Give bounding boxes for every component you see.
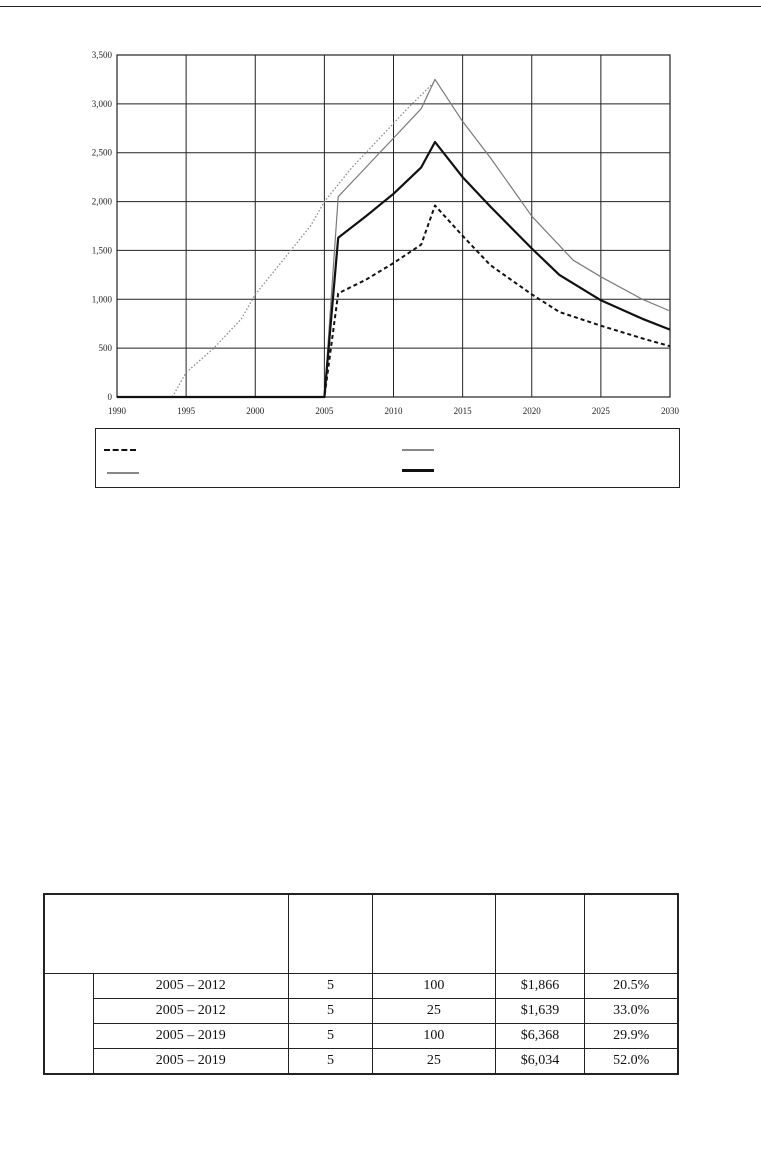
table-cell: $1,866 bbox=[495, 974, 585, 999]
table-cell: $6,034 bbox=[495, 1049, 585, 1075]
x-tick-label: 2015 bbox=[453, 406, 472, 416]
table-row bbox=[44, 999, 678, 1024]
table-cell: $1,639 bbox=[495, 999, 585, 1024]
line-chart bbox=[0, 0, 761, 500]
table-cell: 5 bbox=[288, 1024, 373, 1049]
table-row bbox=[44, 1049, 678, 1075]
legend-dashed-black-swatch bbox=[104, 449, 136, 451]
table-header-cell bbox=[373, 894, 495, 974]
y-tick-label: 3,000 bbox=[91, 98, 112, 109]
table-cell: 33.0% bbox=[585, 999, 678, 1024]
table-cell: $6,368 bbox=[495, 1024, 585, 1049]
table-cell: 20.5% bbox=[585, 974, 678, 999]
table-header-cell bbox=[495, 894, 585, 974]
table-cell-period: 2005 – 2012 bbox=[93, 999, 288, 1024]
table-cell: 29.9% bbox=[585, 1024, 678, 1049]
table-header-cell bbox=[288, 894, 373, 974]
y-tick-label: 1,500 bbox=[91, 245, 112, 256]
table-cell: 5 bbox=[288, 974, 373, 999]
table-row bbox=[44, 1024, 678, 1049]
table-cell-period: 2005 – 2019 bbox=[93, 1049, 288, 1075]
table-cell: 100 bbox=[373, 1024, 495, 1049]
table-header-cell bbox=[585, 894, 678, 974]
table-group-cell bbox=[44, 974, 93, 1075]
x-tick-label: 1995 bbox=[177, 406, 196, 416]
x-tick-label: 2000 bbox=[246, 406, 265, 416]
table-cell-period: 2005 – 2012 bbox=[93, 974, 288, 999]
y-tick-label: 500 bbox=[98, 343, 112, 354]
legend-thick-black-swatch bbox=[402, 469, 434, 472]
x-tick-label: 2010 bbox=[384, 406, 403, 416]
table-header-cell bbox=[44, 894, 288, 974]
table-cell: 25 bbox=[373, 1049, 495, 1075]
series-line-dotted-thin-gray bbox=[172, 81, 435, 397]
table-cell: 25 bbox=[373, 999, 495, 1024]
x-tick-label: 2025 bbox=[591, 406, 610, 416]
y-tick-label: 3,500 bbox=[91, 50, 112, 60]
legend-thin-gray-swatch-b bbox=[107, 472, 139, 474]
x-tick-label: 2030 bbox=[661, 406, 679, 416]
table-cell: 5 bbox=[288, 999, 373, 1024]
y-tick-label: 2,000 bbox=[91, 196, 112, 207]
legend-thin-gray-swatch-a bbox=[402, 449, 434, 451]
table-cell: 100 bbox=[373, 974, 495, 999]
table-cell: 5 bbox=[288, 1049, 373, 1075]
table-row bbox=[44, 974, 678, 999]
y-tick-label: 1,000 bbox=[91, 294, 112, 305]
x-tick-label: 2020 bbox=[522, 406, 541, 416]
results-table bbox=[43, 893, 679, 1075]
table-cell-period: 2005 – 2019 bbox=[93, 1024, 288, 1049]
table-header-row bbox=[44, 894, 678, 974]
x-tick-label: 1990 bbox=[108, 406, 126, 416]
chart-legend bbox=[95, 428, 680, 488]
y-tick-label: 2,500 bbox=[91, 147, 112, 158]
x-tick-label: 2005 bbox=[315, 406, 334, 416]
table-cell: 52.0% bbox=[585, 1049, 678, 1075]
y-tick-label: 0 bbox=[107, 392, 112, 402]
